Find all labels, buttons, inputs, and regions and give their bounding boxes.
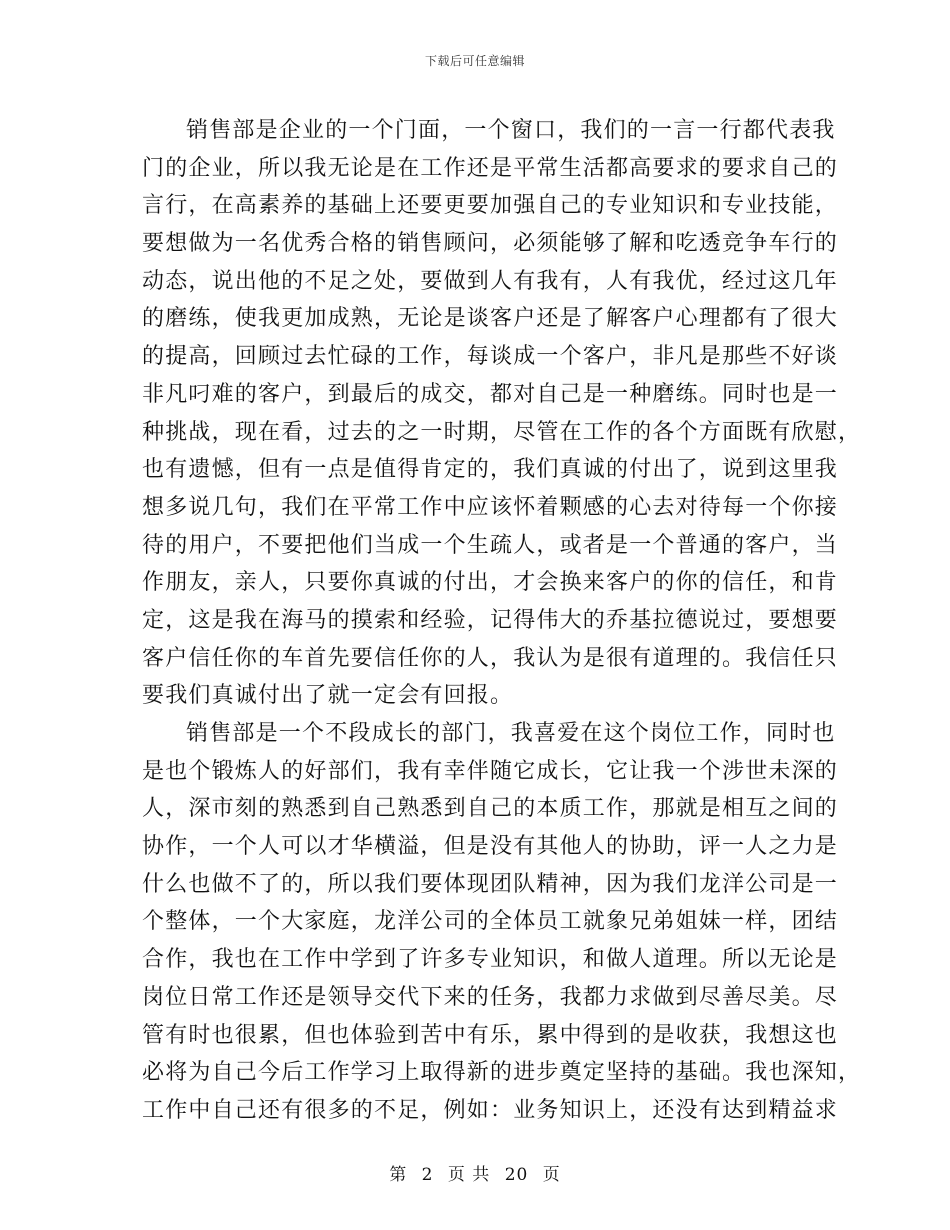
page-footer	[0, 1160, 950, 1185]
footer-total-pages: 20	[504, 1165, 529, 1185]
paragraph-1-line: 种挑战，现在看，过去的之一时期，尽管在工作的各个方面既有欣慰，	[142, 419, 862, 445]
paragraph-2-line: 管有时也很累，但也体验到苦中有乐，累中得到的是收获，我想这也	[142, 1022, 839, 1048]
paragraph-2-line: 人，深市刻的熟悉到自己熟悉到自己的本质工作，那就是相互之间的	[142, 796, 839, 822]
paragraph-1-line: 的提高，回顾过去忙碌的工作，每谈成一个客户，非凡是那些不好谈	[142, 344, 839, 370]
paragraph-2-line: 协作，一个人可以才华横溢，但是没有其他人的协助，评一人之力是	[142, 834, 839, 860]
paragraph-2-line: 什么也做不了的，所以我们要体现团队精神，因为我们龙洋公司是一	[142, 871, 839, 897]
document-body	[142, 112, 862, 1130]
paragraph-2-line: 岗位日常工作还是领导交代下来的任务，我都力求做到尽善尽美。尽	[142, 984, 839, 1010]
paragraph-1-line: 作朋友，亲人，只要你真诚的付出，才会换来客户的你的信任，和肯	[142, 570, 839, 596]
paragraph-container	[142, 112, 862, 1130]
paragraph-2-line: 是也个锻炼人的好部们，我有幸伴随它成长，它让我一个涉世未深的	[142, 758, 839, 784]
paragraph-1-line: 动态，说出他的不足之处，要做到人有我有，人有我优，经过这几年	[142, 268, 839, 294]
footer-prefix: 第	[389, 1165, 408, 1185]
page-header: 下载后可任意编辑	[424, 54, 525, 68]
paragraph-1-line: 门的企业，所以我无论是在工作还是平常生活都高要求的要求自己的	[142, 155, 839, 181]
footer-page-number: 2	[421, 1165, 434, 1185]
paragraph-1-line: 想多说几句，我们在平常工作中应该怀着颗感的心去对待每一个你接	[142, 494, 839, 520]
paragraph-1-line: 要想做为一名优秀合格的销售顾问，必须能够了解和吃透竞争车行的	[142, 231, 839, 257]
paragraph-1-line: 客户信任你的车首先要信任你的人，我认为是很有道理的。我信任只	[142, 645, 839, 671]
paragraph-1-line: 销售部是企业的一个门面，一个窗口，我们的一言一行都代表我	[186, 118, 836, 143]
paragraph-2-line: 工作中自己还有很多的不足，例如：业务知识上，还没有达到精益求	[142, 1097, 839, 1123]
paragraph-2-line: 销售部是一个不段成长的部门，我喜爱在这个岗位工作，同时也	[186, 721, 836, 746]
paragraph-1-line: 要我们真诚付出了就一定会有回报。	[142, 683, 514, 709]
paragraph-1-line: 言行，在高素养的基础上还要更要加强自己的专业知识和专业技能，	[142, 193, 839, 219]
paragraph-2-line: 必将为自己今后工作学习上取得新的进步奠定坚持的基础。我也深知，	[142, 1060, 862, 1086]
paragraph-2-line: 个整体，一个大家庭，龙洋公司的全体员工就象兄弟姐妹一样，团结	[142, 909, 839, 935]
paragraph-1-line: 非凡叼难的客户，到最后的成交，都对自己是一种磨练。同时也是一	[142, 381, 839, 407]
paragraph-2-line: 合作，我也在工作中学到了许多专业知识，和做人道理。所以无论是	[142, 947, 839, 973]
footer-suffix: 页	[542, 1165, 561, 1185]
paragraph-1-line: 定，这是我在海马的摸索和经验，记得伟大的乔基拉德说过，要想要	[142, 607, 839, 633]
footer-middle: 页 共	[447, 1165, 491, 1185]
paragraph-1-line: 待的用户，不要把他们当成一个生疏人，或者是一个普通的客户，当	[142, 532, 839, 558]
paragraph-1-line: 也有遗憾，但有一点是值得肯定的，我们真诚的付出了，说到这里我	[142, 457, 839, 483]
paragraph-1-line: 的磨练，使我更加成熟，无论是谈客户还是了解客户心理都有了很大	[142, 306, 839, 332]
